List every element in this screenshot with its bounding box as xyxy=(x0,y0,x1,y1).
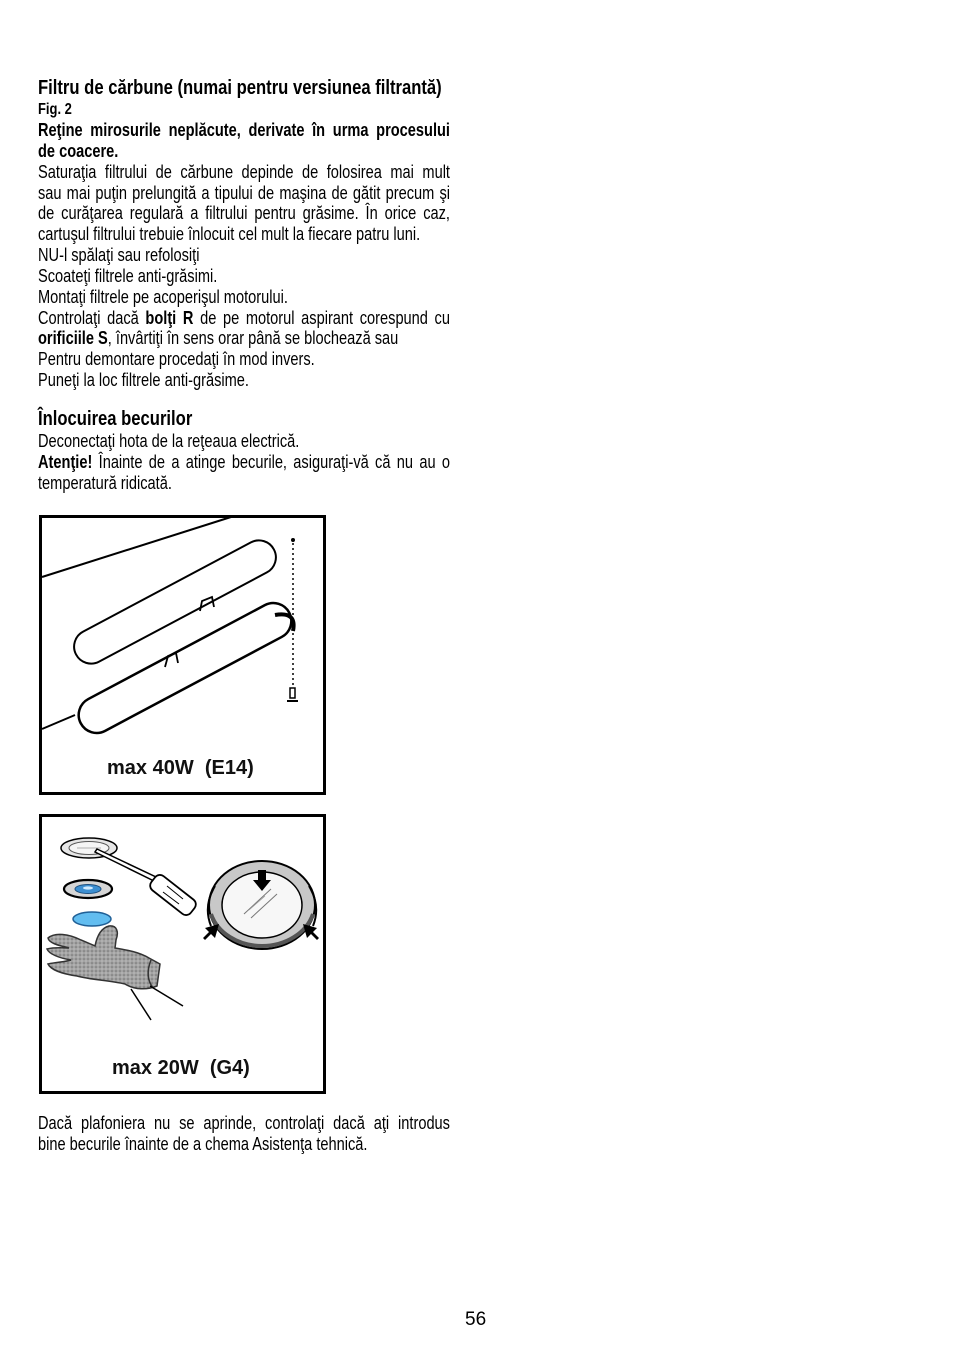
saturation-line: de curăţarea regulară a filtrului pentru grăsime. În orice caz, xyxy=(38,203,450,224)
bulb-rating-label: max 40W (E14) xyxy=(107,757,254,779)
step-mount-filters: Montaţi filtrele pe acoperişul motorului. xyxy=(38,286,288,307)
warning-line xyxy=(38,452,450,473)
step-refit: Puneţi la loc filtrele anti-grăsime. xyxy=(38,370,249,391)
holes-label: orificiile S xyxy=(38,328,108,349)
charcoal-filter-section xyxy=(38,77,450,391)
e14-lamp-illustration xyxy=(39,515,326,795)
saturation-line: Saturaţia filtrului de cărbune depinde de folosirea mai mult xyxy=(38,161,450,182)
figure-e14-lamp xyxy=(39,515,326,795)
check-text: , învârtiţi în sens orar până se blochează sau xyxy=(107,328,399,349)
section-heading-bulbs: Înlocuirea becurilor xyxy=(38,407,193,430)
screw-hole-dot xyxy=(291,538,295,542)
step-check-line xyxy=(38,328,450,349)
figure-reference: Fig. 2 xyxy=(38,101,72,118)
step-remove-filters: Scoateţi filtrele anti-grăsimi. xyxy=(38,265,218,286)
figure-g4-lamp xyxy=(39,814,326,1094)
note-line: bine becurile înainte de a chema Asistenţa tehnică. xyxy=(38,1133,368,1154)
warning-text: Înainte de a atinge becurile, asiguraţi-vă că nu au o xyxy=(92,451,450,472)
bulb-replacement-section xyxy=(38,407,450,494)
check-text: de pe motorul aspirant corespund cu xyxy=(193,307,450,328)
page-number: 56 xyxy=(465,1309,487,1330)
bulb-rating-label: max 20W (G4) xyxy=(112,1057,250,1079)
note-line: Dacă plafoniera nu se aprinde, controlaţi dacă aţi introdus xyxy=(38,1113,450,1133)
g4-bulb-glass xyxy=(73,912,111,926)
intro-line: de coacere. xyxy=(38,140,119,161)
step-dismount: Pentru demontare procedaţi în mod invers. xyxy=(38,349,315,370)
step-check-line xyxy=(38,308,450,329)
lamp-holder-disc xyxy=(64,880,112,898)
section-heading-charcoal-filter: Filtru de cărbune (numai pentru versiunea filtrantă) xyxy=(38,76,442,99)
step-no-wash: NU-l spălaţi sau refolosiţi xyxy=(38,245,200,266)
figure-frame xyxy=(41,517,325,794)
troubleshooting-note xyxy=(38,1113,450,1155)
saturation-line: cartuşul filtrului trebuie înlocuit cel mult la fiecare patru luni. xyxy=(38,224,421,245)
check-text: Controlaţi dacă xyxy=(38,307,146,328)
intro-line: Reţine mirosurile neplăcute, derivate în urma procesului xyxy=(38,120,450,140)
disconnect-instruction: Deconectaţi hota de la reţeaua electrică. xyxy=(38,431,300,451)
g4-lamp-illustration xyxy=(39,814,326,1094)
warning-label: Atenţie! xyxy=(38,451,93,472)
warning-line: temperatură ridicată. xyxy=(38,472,172,493)
saturation-line: sau mai puţin prelungită a tipului de maşina de gătit precum şi xyxy=(38,182,450,203)
bolts-label: bolţi R xyxy=(145,307,194,328)
